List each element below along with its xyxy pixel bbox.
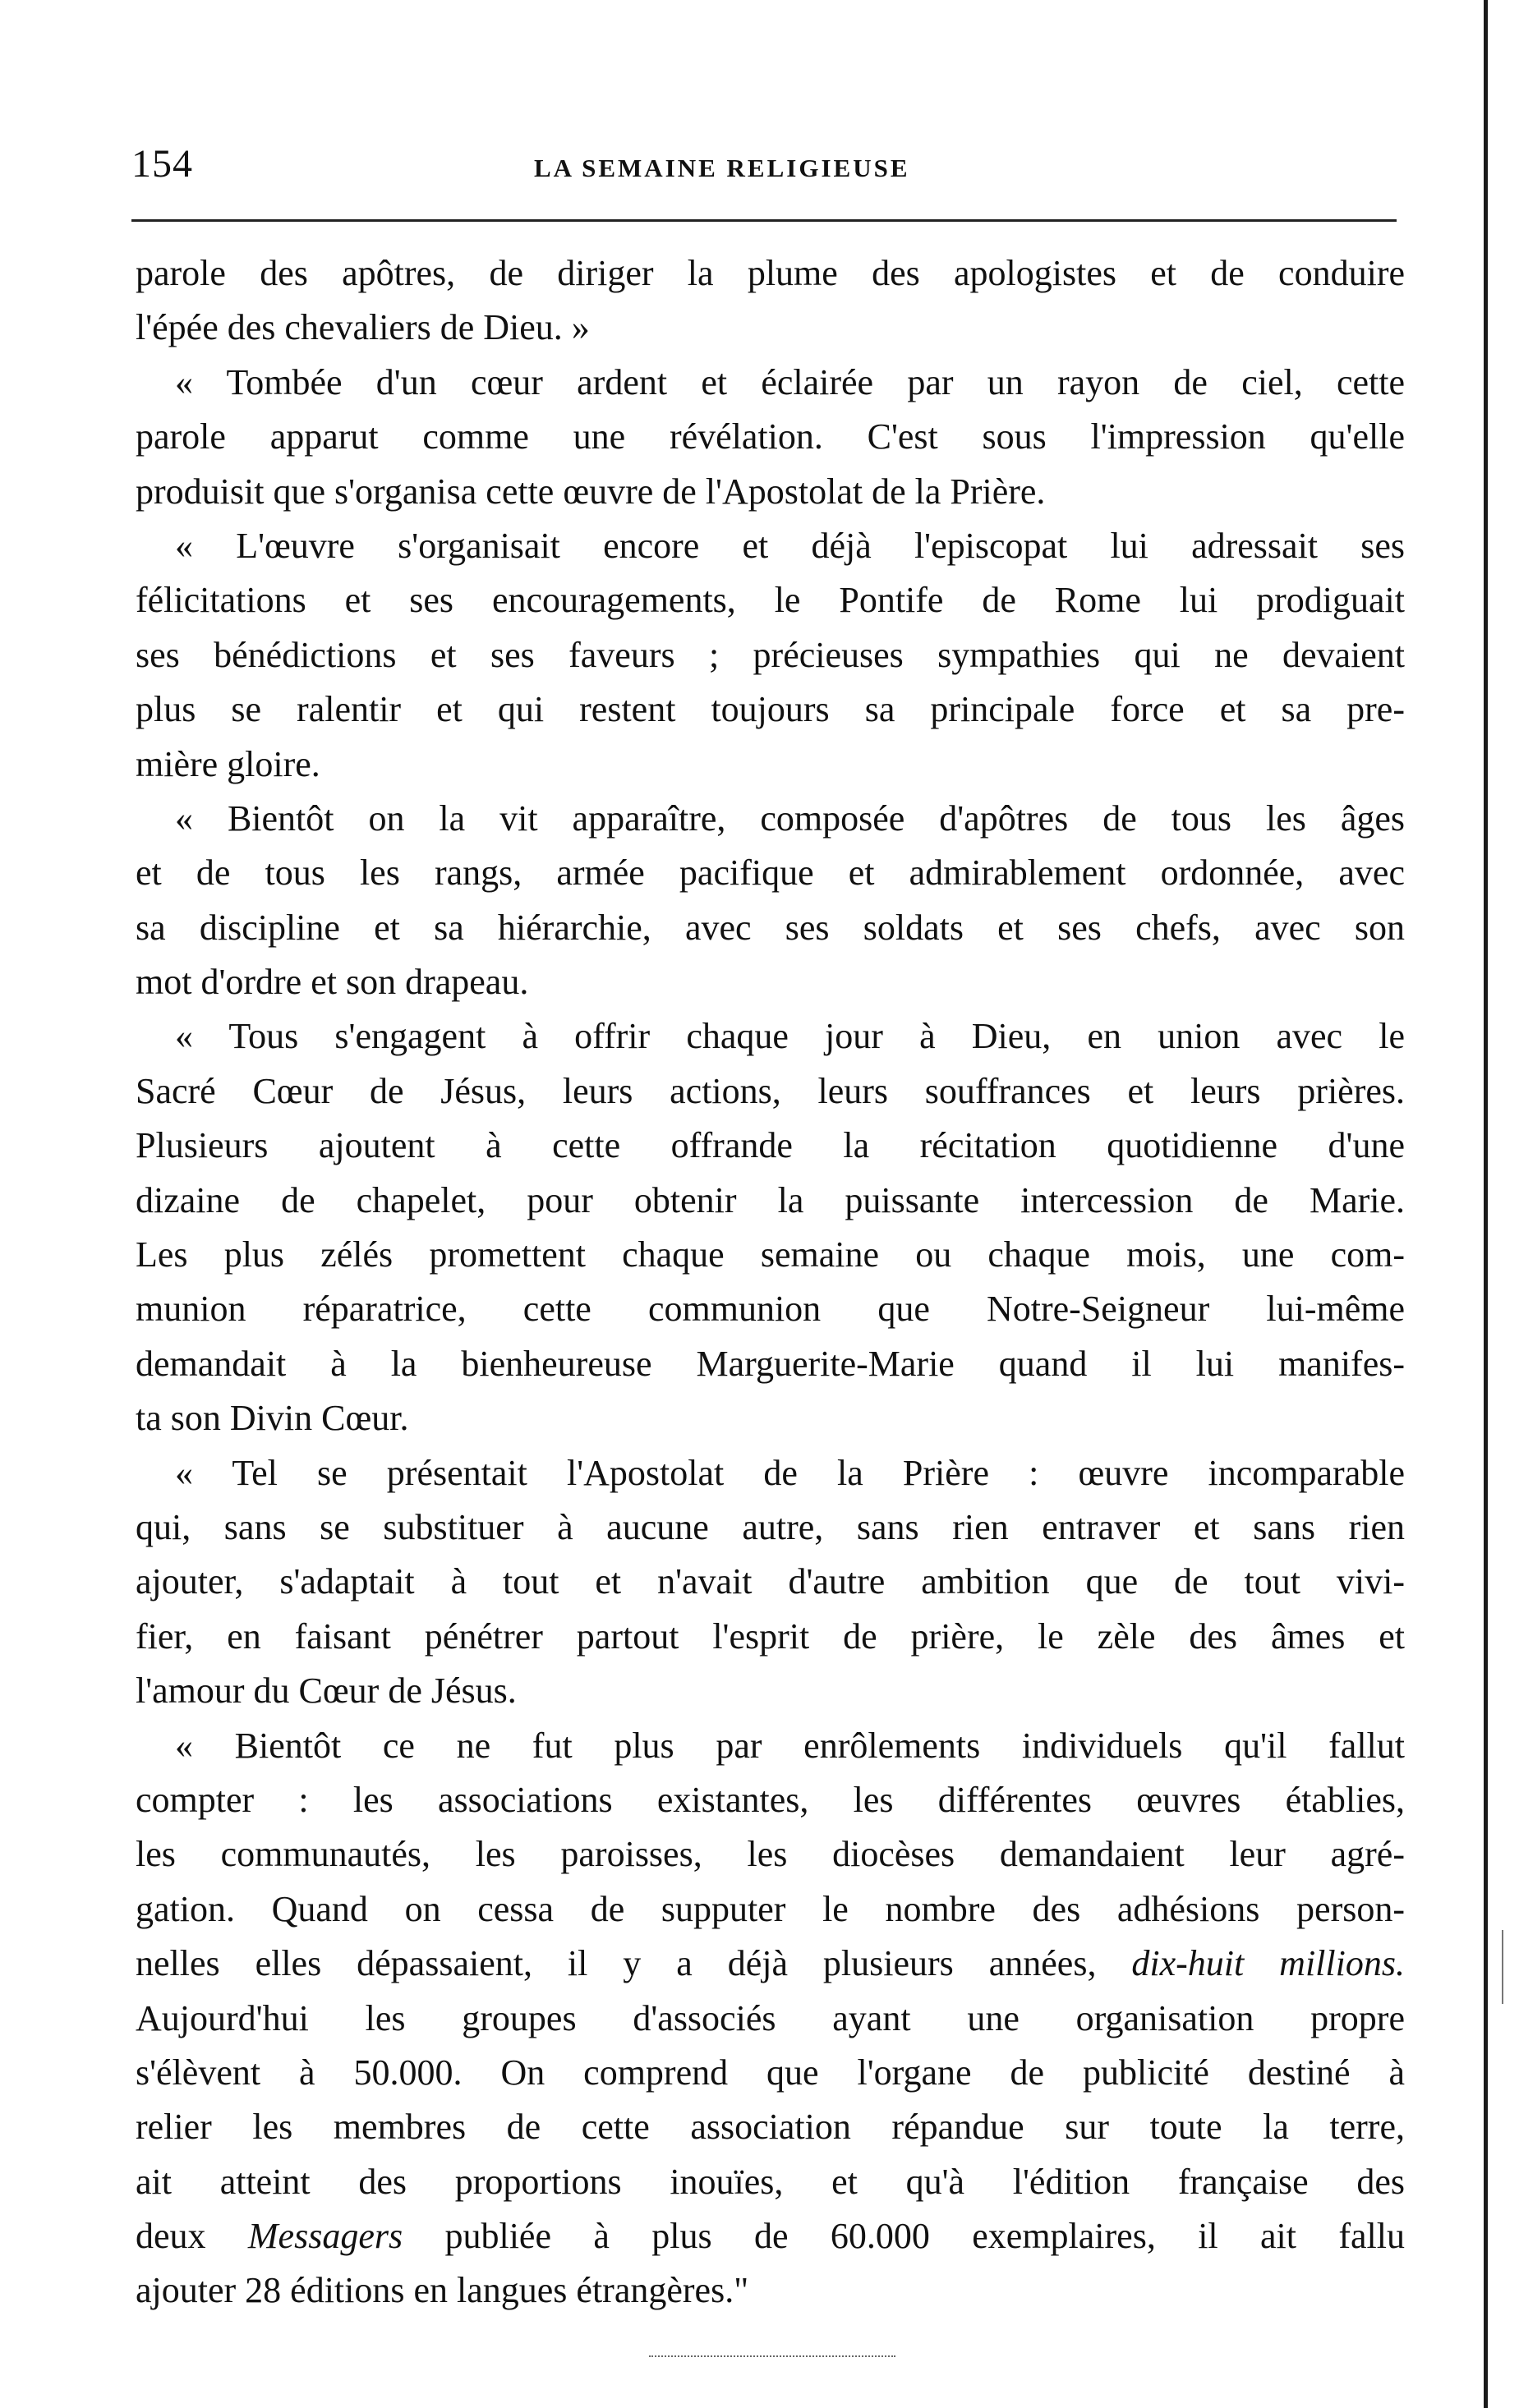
text-line: compter : les associations existantes, les différentes œuvres établies, — [136, 1779, 1405, 1820]
text-line: sa discipline et sa hiérarchie, avec ses soldats et ses chefs, avec son — [136, 907, 1405, 948]
binding-edge-line — [1484, 0, 1488, 2408]
italic-emphasis: dix-huit millions. — [1131, 1943, 1405, 1984]
text-line: Aujourd'hui les groupes d'associés ayant une organisation propre — [136, 1997, 1405, 2038]
text-line: l'amour du Cœur de Jésus. — [136, 1670, 517, 1712]
text-line: parole apparut comme une révélation. C'est sous l'impression qu'elle — [136, 416, 1405, 457]
text-line: demandait à la bienheureuse Marguerite-Marie quand il lui manifes- — [136, 1343, 1405, 1384]
text-line: ta son Divin Cœur. — [136, 1398, 409, 1439]
text-line — [136, 2209, 1405, 2263]
text-line: « L'œuvre s'organisait encore et déjà l'episcopat lui adressait ses — [175, 525, 1405, 566]
body-text — [136, 246, 1405, 2318]
text-line: ajouter, s'adaptait à tout et n'avait d'autre ambition que de tout vivi- — [136, 1561, 1405, 1602]
text-line: Plusieurs ajoutent à cette offrande la récitation quotidienne d'une — [136, 1125, 1405, 1166]
text-line: relier les membres de cette association répandue sur toute la terre, — [136, 2107, 1405, 2148]
text-fragment: deux — [136, 2216, 248, 2257]
text-line: l'épée des chevaliers de Dieu. » — [136, 307, 590, 348]
text-line: gation. Quand on cessa de supputer le nombre des adhésions person- — [136, 1888, 1405, 1929]
running-title: LA SEMAINE RELIGIEUSE — [534, 154, 910, 182]
text-line: fier, en faisant pénétrer partout l'esprit de prière, le zèle des âmes et — [136, 1615, 1405, 1657]
text-line: qui, sans se substituer à aucune autre, sans rien entraver et sans rien — [136, 1506, 1405, 1547]
text-line: dizaine de chapelet, pour obtenir la puissante intercession de Marie. — [136, 1179, 1405, 1220]
text-line: « Tombée d'un cœur ardent et éclairée par un rayon de ciel, cette — [175, 361, 1405, 402]
text-line: produisit que s'organisa cette œuvre de l'Apostolat de la Prière. — [136, 471, 1046, 512]
footer-rule — [649, 2355, 895, 2357]
header-rule — [131, 219, 1397, 222]
page-header — [131, 140, 1413, 197]
text-line: ses bénédictions et ses faveurs ; précieuses sympathies qui ne devaient — [136, 634, 1405, 675]
text-line: les communautés, les paroisses, les diocèses demandaient leur agré- — [136, 1834, 1405, 1875]
text-line — [136, 1937, 1405, 1991]
text-line: parole des apôtres, de diriger la plume des apologistes et de conduire — [136, 253, 1405, 293]
text-line: s'élèvent à 50.000. On comprend que l'organe de publicité destiné à — [136, 2052, 1405, 2093]
text-line: Sacré Cœur de Jésus, leurs actions, leurs souffrances et leurs prières. — [136, 1070, 1405, 1111]
text-line: plus se ralentir et qui restent toujours sa principale force et sa pre- — [136, 689, 1405, 730]
text-line: « Bientôt on la vit apparaître, composée d'apôtres de tous les âges — [175, 797, 1405, 839]
text-line: félicitations et ses encouragements, le Pontife de Rome lui prodiguait — [136, 580, 1405, 621]
text-fragment: nelles elles dépassaient, il y a déjà plusieurs années, — [136, 1943, 1132, 1984]
text-line: mot d'ordre et son drapeau. — [136, 962, 529, 1003]
page-number: 154 — [131, 142, 193, 186]
text-line: ait atteint des proportions inouïes, et qu'à l'édition française des — [136, 2161, 1405, 2202]
text-line: mière gloire. — [136, 743, 320, 784]
text-line: et de tous les rangs, armée pacifique et admirablement ordonnée, avec — [136, 852, 1405, 894]
text-line: munion réparatrice, cette communion que Notre-Seigneur lui-même — [136, 1289, 1405, 1330]
margin-mark — [1502, 1930, 1503, 2004]
text-line: « Bientôt ce ne fut plus par enrôlements individuels qu'il fallut — [175, 1725, 1405, 1766]
text-line: « Tous s'engagent à offrir chaque jour à Dieu, en union avec le — [175, 1016, 1405, 1057]
italic-title: Messagers — [247, 2216, 403, 2257]
text-line: « Tel se présentait l'Apostolat de la Prière : œuvre incomparable — [175, 1452, 1405, 1493]
text-line: ajouter 28 éditions en langues étrangères." — [136, 2270, 749, 2311]
text-fragment: publiée à plus de 60.000 exemplaires, il ait fallu — [403, 2216, 1405, 2257]
text-line: Les plus zélés promettent chaque semaine ou chaque mois, une com- — [136, 1234, 1405, 1275]
